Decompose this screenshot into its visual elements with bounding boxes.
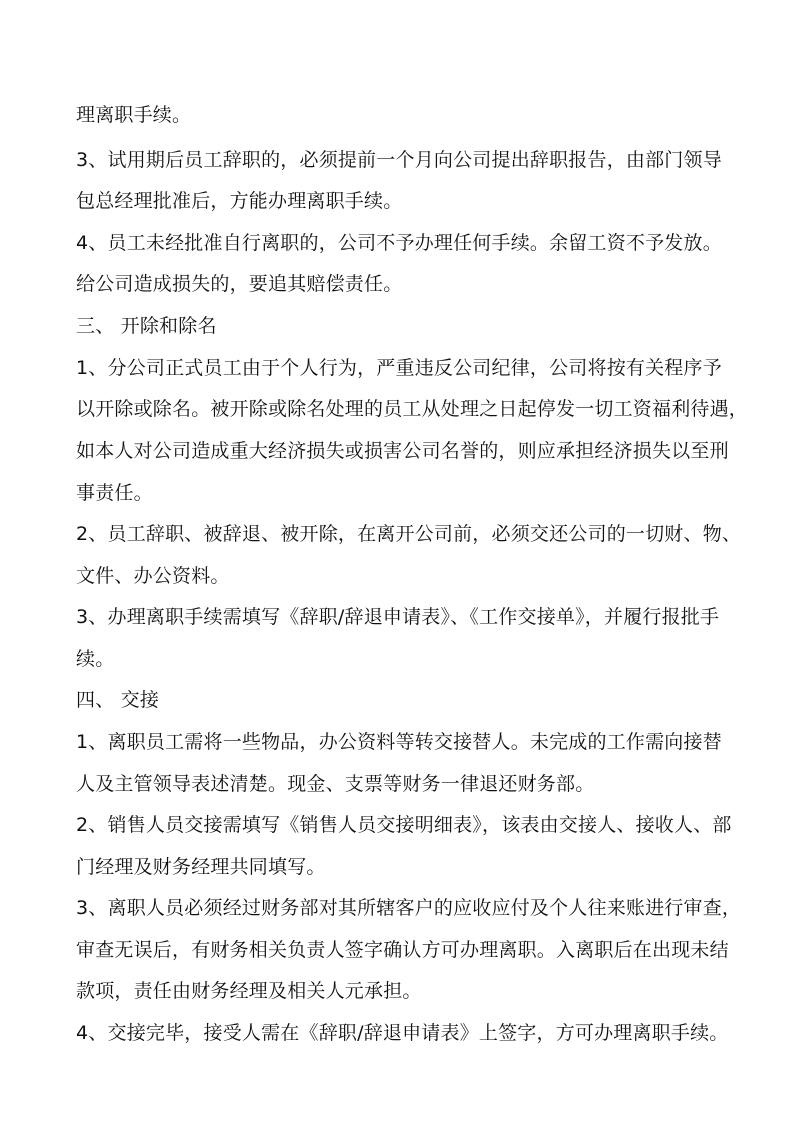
text-line: 门经理及财务经理共同填写。 xyxy=(76,856,326,878)
text-line: 3、离职人员必须经过财务部对其所辖客户的应收应付及个人往来账进行审查， xyxy=(76,897,742,919)
text-line: 审查无误后，有财务相关负责人签字确认方可办理离职。入离职后在出现未结 xyxy=(76,939,729,961)
section-heading: 四、 交接 xyxy=(76,689,160,711)
text-line: 4、员工未经批准自行离职的，公司不予办理任何手续。余留工资不予发放。 xyxy=(76,232,722,254)
text-line: 给公司造成损失的，要追其赔偿责任。 xyxy=(76,273,403,295)
section-heading: 三、 开除和除名 xyxy=(76,315,217,337)
text-line: 以开除或除名。被开除或除名处理的员工从处理之日起停发一切工资福利待遇， xyxy=(76,398,749,420)
text-line: 4、交接完毕，接受人需在《辞职/辞退申请表》上签字，方可办理离职手续。 xyxy=(76,1022,729,1044)
text-line: 1、离职员工需将一些物品，办公资料等转交接替人。未完成的工作需向接替 xyxy=(76,731,722,753)
text-line: 3、试用期后员工辞职的，必须提前一个月向公司提出辞职报告，由部门领导 xyxy=(76,149,722,171)
text-line: 2、销售人员交接需填写《销售人员交接明细表》，该表由交接人、接收人、部 xyxy=(76,814,732,836)
text-line: 文件、办公资料。 xyxy=(76,565,230,587)
text-line: 人及主管领导表述清楚。现金、支票等财务一律退还财务部。 xyxy=(76,773,595,795)
text-line: 理离职手续。 xyxy=(76,104,192,126)
text-line: 1、分公司正式员工由于个人行为，严重违反公司纪律，公司将按有关程序予 xyxy=(76,357,722,379)
text-line: 包总经理批准后，方能办理离职手续。 xyxy=(76,190,403,212)
text-line: 事责任。 xyxy=(76,482,153,504)
text-line: 3、办理离职手续需填写《辞职/辞退申请表》、《工作交接单》，并履行报批手 xyxy=(76,606,720,628)
text-line: 如本人对公司造成重大经济损失或损害公司名誉的，则应承担经济损失以至刑 xyxy=(76,440,729,462)
text-line: 款项，责任由财务经理及相关人元承担。 xyxy=(76,980,422,1002)
text-line: 续。 xyxy=(76,648,115,670)
text-line: 2、员工辞职、被辞退、被开除，在离开公司前，必须交还公司的一切财、物、 xyxy=(76,523,742,545)
